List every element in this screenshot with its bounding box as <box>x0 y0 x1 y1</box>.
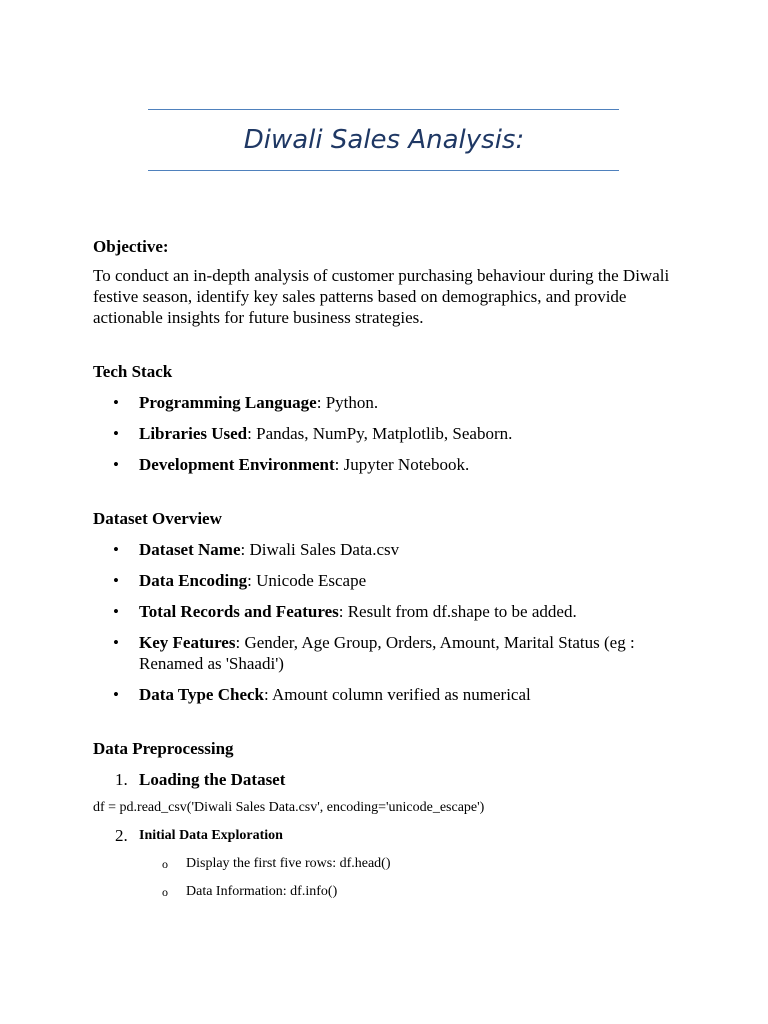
item-value: : Unicode Escape <box>247 571 367 590</box>
item-label: Libraries Used <box>139 424 248 443</box>
item-value: : Python. <box>316 393 379 412</box>
bullet-icon: • <box>113 633 119 652</box>
item-label: Data Encoding <box>139 571 248 590</box>
list-item <box>93 684 683 705</box>
circle-bullet-icon: o <box>162 885 168 899</box>
objective-heading: Objective: <box>93 237 169 256</box>
dataset-overview-list <box>93 539 683 705</box>
preprocessing-steps <box>93 769 683 790</box>
title-top-rule <box>148 109 619 110</box>
circle-bullet-icon: o <box>162 857 168 871</box>
list-item <box>93 827 683 845</box>
list-item <box>93 632 683 674</box>
item-value: : Jupyter Notebook. <box>334 455 470 474</box>
tech-stack-heading: Tech Stack <box>93 362 173 381</box>
list-item <box>93 539 683 560</box>
bullet-icon: • <box>113 455 119 474</box>
step-number: 2. <box>115 826 128 845</box>
bullet-icon: • <box>113 571 119 590</box>
item-value: : Diwali Sales Data.csv <box>240 540 400 559</box>
document-title: Diwali Sales Analysis: <box>243 125 525 155</box>
item-value: : Gender, Age Group, Orders, Amount, Marital Status (eg : Renamed as 'Shaadi') <box>139 633 635 673</box>
data-preprocessing-heading: Data Preprocessing <box>93 739 234 758</box>
bullet-icon: • <box>113 424 119 443</box>
item-value: : Pandas, NumPy, Matplotlib, Seaborn. <box>247 424 513 443</box>
list-item <box>93 855 683 873</box>
list-item <box>93 454 683 475</box>
code-snippet: df = pd.read_csv('Diwali Sales Data.csv', encoding='unicode_escape') <box>93 800 485 815</box>
bullet-icon: • <box>113 540 119 559</box>
exploration-sub-list <box>93 855 683 901</box>
sub-item-text: Display the first five rows: df.head() <box>186 856 391 871</box>
bullet-icon: • <box>113 393 119 412</box>
item-label: Total Records and Features <box>139 602 339 621</box>
list-item <box>93 601 683 622</box>
list-item <box>93 423 683 444</box>
title-bottom-rule <box>148 170 619 171</box>
item-label: Dataset Name <box>139 540 241 559</box>
list-item <box>93 883 683 901</box>
list-item <box>93 392 683 413</box>
step-label: Initial Data Exploration <box>139 828 283 843</box>
bullet-icon: • <box>113 602 119 621</box>
sub-item-text: Data Information: df.info() <box>186 884 338 899</box>
tech-stack-list <box>93 392 683 475</box>
step-label: Loading the Dataset <box>139 770 286 789</box>
list-item <box>93 570 683 591</box>
item-label: Development Environment <box>139 455 335 474</box>
item-label: Programming Language <box>139 393 317 412</box>
list-item <box>93 769 683 790</box>
step-number: 1. <box>115 770 128 789</box>
document-body <box>93 236 683 901</box>
bullet-icon: • <box>113 685 119 704</box>
dataset-overview-heading: Dataset Overview <box>93 509 222 528</box>
item-value: : Amount column verified as numerical <box>264 685 531 704</box>
item-label: Key Features <box>139 633 236 652</box>
item-label: Data Type Check <box>139 685 264 704</box>
item-value: : Result from df.shape to be added. <box>338 602 577 621</box>
objective-text: To conduct an in-depth analysis of customer purchasing behaviour during the Diwali festive season, identify key sales patterns based on demographics, and provide actionable insights for future business strategies. <box>93 266 670 327</box>
